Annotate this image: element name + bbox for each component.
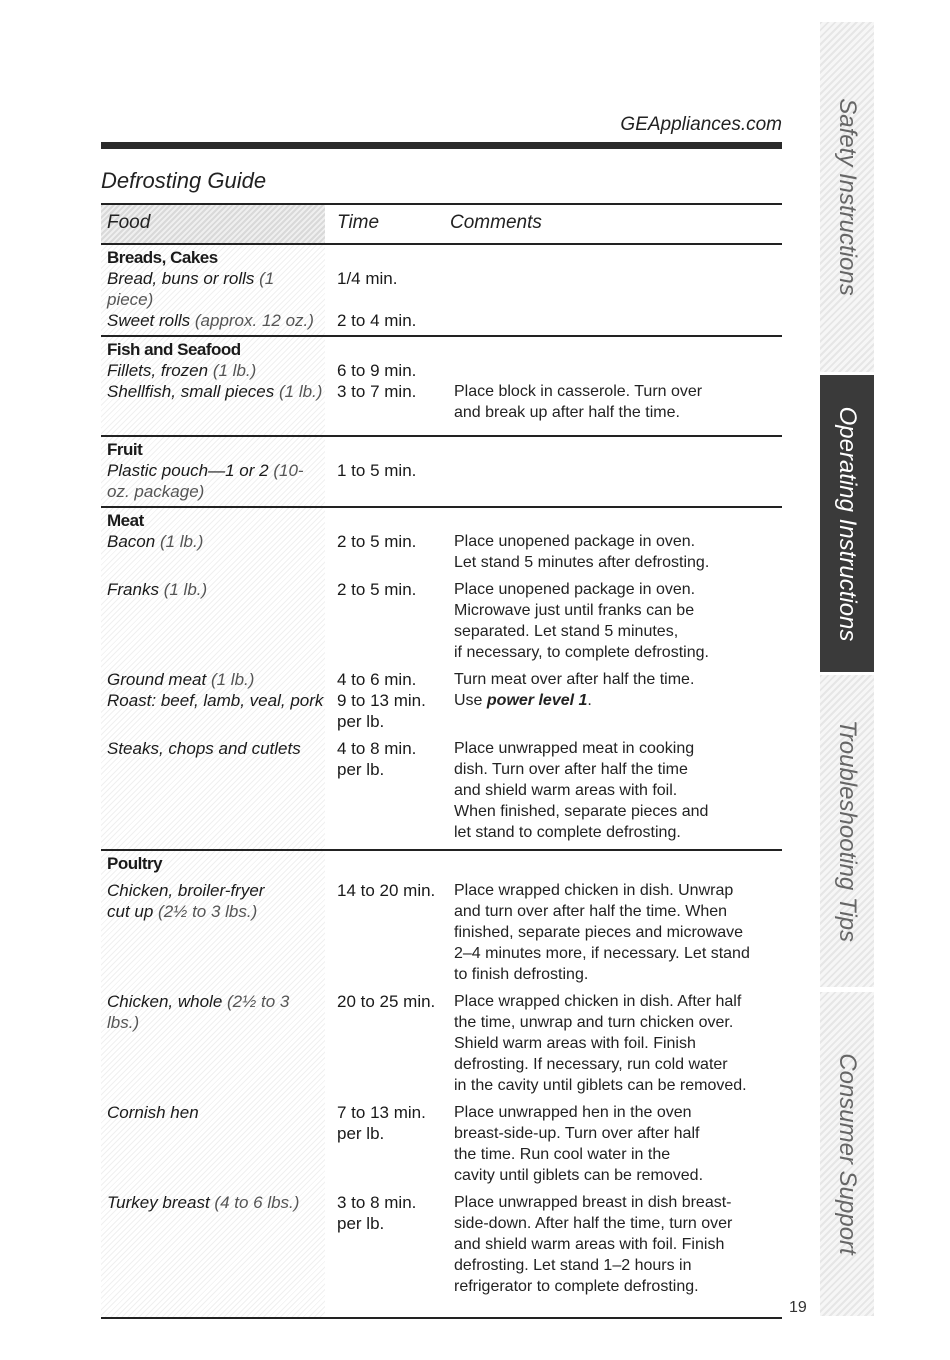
food-name: Steaks, chops and cutlets [107, 739, 301, 758]
food-name: Sweet rolls [107, 311, 191, 330]
table-row [101, 579, 782, 663]
food-name: Bread, buns or rolls [107, 269, 255, 288]
group-name: Breads, Cakes [107, 248, 218, 267]
food-cell [101, 360, 325, 381]
food-column-header: Food [107, 212, 151, 233]
food-name: Roast: beef, lamb, veal, pork [107, 691, 324, 710]
food-group [101, 851, 782, 1319]
time-cell: 2 to 5 min. [337, 580, 417, 599]
tab-label: Safety Instructions [834, 98, 861, 296]
time-cell: 14 to 20 min. [337, 881, 436, 900]
table-row [101, 991, 782, 1096]
page-number: 19 [789, 1299, 807, 1316]
tab-operating-instructions[interactable] [820, 375, 874, 672]
tab-label: Troubleshooting Tips [834, 719, 861, 943]
food-quantity: (1 lb.) [210, 670, 255, 689]
defrosting-table [101, 203, 782, 1319]
food-cell [101, 991, 325, 1096]
food-quantity: (1 lb.) [163, 580, 208, 599]
group-name: Fruit [107, 440, 143, 459]
comment-cell: Place block in casserole. Turn over and break up after half the time. [454, 383, 703, 421]
table-row [101, 669, 782, 690]
food-group [101, 437, 782, 508]
page-title: Defrosting Guide [101, 168, 267, 193]
food-quantity: (1 lb.) [159, 532, 204, 551]
time-cell: 9 to 13 min. per lb. [337, 691, 426, 731]
food-quantity: (1 piece) [107, 269, 275, 309]
side-tabs [820, 22, 874, 1316]
comment-cell: Place wrapped chicken in dish. After half the time, unwrap and turn chicken over. Shield warm areas with foil. Finish defrosting. If necessary, run cold water in the cavity until giblets can be removed. [454, 993, 747, 1094]
food-cell [101, 738, 325, 843]
food-name: Bacon [107, 532, 156, 551]
comment-cell: Place unwrapped breast in dish breast- side-down. After half the time, turn over and shield warm areas with foil. Finish defrosting. Let stand 1–2 hours in refrigerator to complete defrosting. [454, 1194, 733, 1295]
time-cell: 1 to 5 min. [337, 461, 417, 480]
food-quantity: (approx. 12 oz.) [194, 311, 314, 330]
comment-cell: Use power level 1. [454, 692, 592, 709]
food-name: Ground meat [107, 670, 207, 689]
tab-consumer-support[interactable] [820, 992, 874, 1316]
table-body [101, 245, 782, 1319]
food-name: Franks [107, 580, 159, 599]
food-name: Cornish hen [107, 1103, 199, 1122]
site-url: GEAppliances.com [620, 114, 782, 135]
table-row [101, 1102, 782, 1186]
time-cell: 2 to 5 min. [337, 532, 417, 551]
food-cell [101, 1102, 325, 1186]
tab-safety-instructions[interactable] [820, 22, 874, 372]
food-quantity: (10-oz. package) [107, 461, 304, 501]
table-row [101, 310, 782, 331]
food-quantity: (2½ to 3 lbs.) [107, 992, 290, 1032]
table-row [101, 460, 782, 502]
food-cell [101, 880, 325, 985]
table-row [101, 360, 782, 381]
comment-cell [438, 360, 782, 381]
table-row [101, 738, 782, 843]
group-name: Fish and Seafood [107, 340, 241, 359]
food-cell [101, 531, 325, 573]
food-cell [101, 310, 325, 331]
table-row [101, 880, 782, 985]
food-name: Turkey breast [107, 1193, 210, 1212]
group-name: Meat [107, 511, 144, 530]
comment-cell: Place wrapped chicken in dish. Unwrap and turn over after half the time. When finished, separate pieces and microwave 2–4 minutes more, if necessary. Let stand to finish defrosting. [454, 882, 750, 983]
power-level-emphasis: power level 1 [486, 692, 588, 709]
food-group [101, 245, 782, 337]
time-cell: 6 to 9 min. [337, 361, 417, 380]
time-cell: 7 to 13 min. per lb. [337, 1103, 426, 1143]
time-cell: 3 to 7 min. [337, 382, 417, 401]
table-header [101, 203, 782, 245]
food-quantity: (1 lb.) [212, 361, 257, 380]
food-group [101, 508, 782, 851]
food-cell [101, 1192, 325, 1297]
food-name: Shellfish, small pieces [107, 382, 275, 401]
time-cell: 2 to 4 min. [337, 311, 417, 330]
food-quantity: (1 lb.) [278, 382, 323, 401]
food-name: Fillets, frozen [107, 361, 209, 380]
food-cell [101, 381, 325, 423]
time-cell: 4 to 8 min. per lb. [337, 739, 417, 779]
table-row [101, 381, 782, 423]
comment-cell [438, 310, 782, 331]
tab-label: Operating Instructions [834, 406, 861, 641]
table-row [101, 268, 782, 310]
food-cell [101, 690, 325, 732]
food-quantity: (4 to 6 lbs.) [214, 1193, 300, 1212]
food-quantity: (2½ to 3 lbs.) [158, 902, 258, 921]
food-group [101, 337, 782, 437]
table-row [101, 531, 782, 573]
food-name: Chicken, broiler-fryer cut up [107, 881, 265, 921]
comment-cell: Place unwrapped hen in the oven breast-side-up. Turn over after half the time. Run cool water in the cavity until giblets can be removed. [454, 1104, 704, 1184]
comment-cell: Turn meat over after half the time. [454, 671, 695, 688]
table-row [101, 1192, 782, 1297]
food-cell [101, 669, 325, 690]
comment-cell [438, 460, 782, 502]
comment-cell [438, 268, 782, 310]
tab-label: Consumer Support [834, 1053, 861, 1255]
time-cell: 3 to 8 min. per lb. [337, 1193, 417, 1233]
comment-cell: Place unwrapped meat in cooking dish. Turn over after half the time and shield warm areas with foil. When finished, separate pieces and let stand to complete defrosting. [454, 740, 709, 841]
food-name: Plastic pouch—1 or 2 [107, 461, 269, 480]
tab-troubleshooting-tips[interactable] [820, 675, 874, 987]
food-cell [101, 268, 325, 310]
food-cell [101, 579, 325, 663]
food-cell [101, 460, 325, 502]
table-row [101, 690, 782, 732]
food-name: Chicken, whole [107, 992, 223, 1011]
time-column-header: Time [337, 212, 380, 233]
time-cell: 1/4 min. [337, 269, 398, 288]
comments-column-header: Comments [450, 212, 542, 233]
header-rule [101, 142, 782, 149]
time-cell: 4 to 6 min. [337, 670, 417, 689]
group-name: Poultry [107, 854, 163, 873]
comment-cell: Place unopened package in oven. Let stand 5 minutes after defrosting. [454, 533, 710, 571]
time-cell: 20 to 25 min. [337, 992, 436, 1011]
comment-cell: Place unopened package in oven. Microwave just until franks can be separated. Let stand 5 minutes, if necessary, to complete defrosting. [454, 581, 709, 661]
